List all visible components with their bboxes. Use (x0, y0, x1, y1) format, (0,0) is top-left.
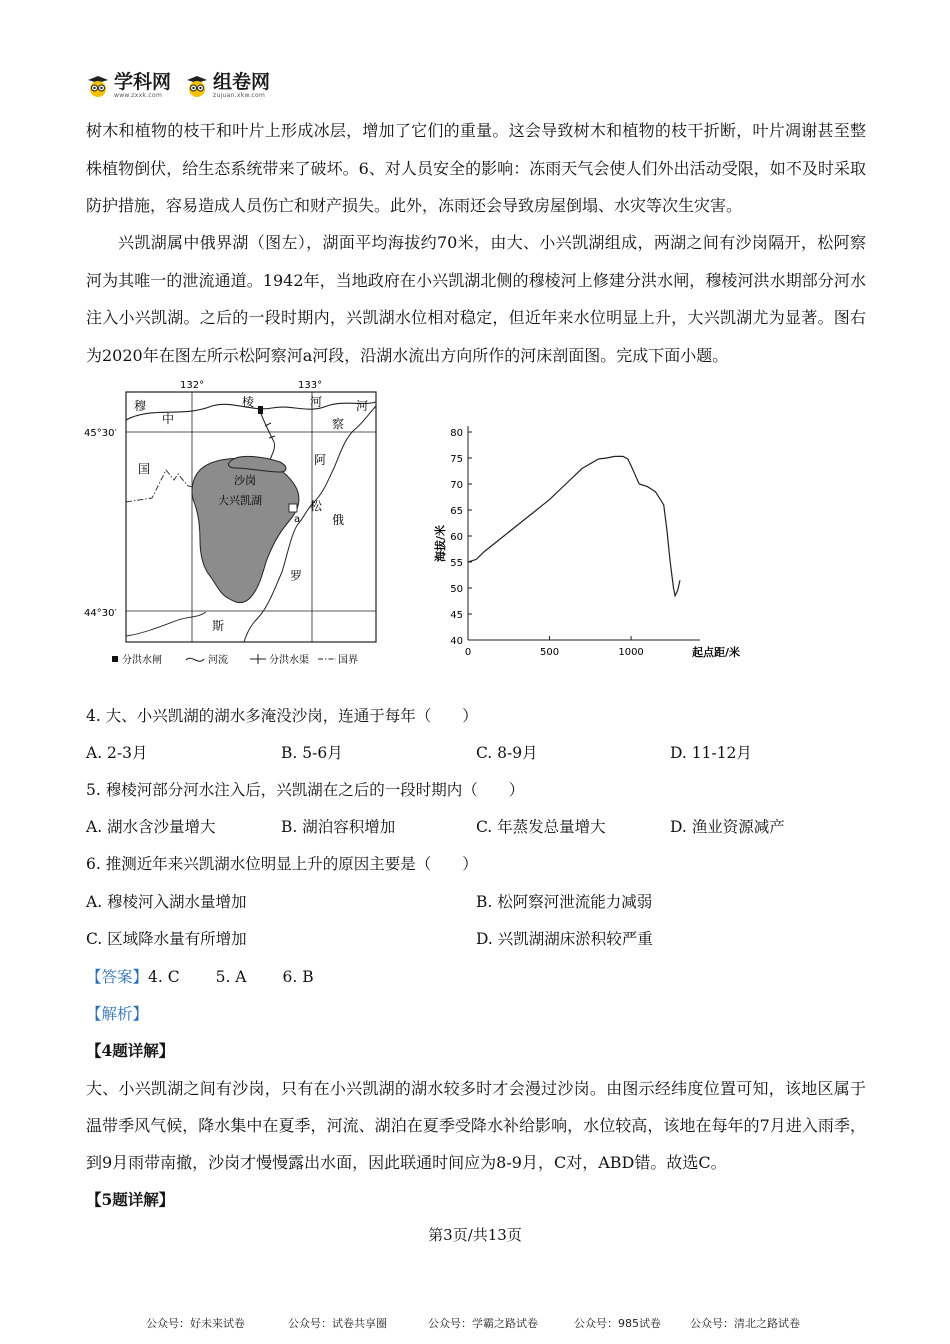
legend-label: 国界 (338, 655, 358, 666)
question-4-option-d[interactable]: D. 11-12月 (670, 744, 752, 762)
logo-url: zujuan.xkw.com (213, 92, 266, 99)
map-label: 棱 (242, 395, 255, 409)
answer-line (86, 965, 314, 987)
map-label-shagang: 沙岗 (234, 474, 256, 487)
map-label: 罗 (290, 569, 303, 583)
logo-brand: 学科网 (114, 71, 172, 93)
y-tick-label: 45 (450, 610, 463, 621)
footer-item: 公众号：试卷共享圈 (288, 1317, 387, 1330)
answer-tag: 【答案】 (86, 968, 149, 986)
y-tick-label: 75 (450, 454, 463, 465)
paragraph-text: 树木和植物的枝干和叶片上形成冰层，增加了它们的重量。这会导致树木和植物的枝干折断，叶片凋谢甚至整株植物倒伏，给生态系统带来了破坏。6、对人员安全的影响：冻雨天气会使人们外出活动受限，如不及时采取防护措施，容易造成人员伤亡和财产损失。此外，冻雨还会导致房屋倒塌、水灾等次生灾害。 (86, 121, 866, 215)
x-tick-label: 0 (464, 647, 472, 658)
question-4-option-a[interactable]: A. 2-3月 (86, 744, 148, 762)
question-5-option-c[interactable]: C. 年蒸发总量增大 (476, 818, 606, 836)
y-tick-label: 55 (450, 558, 463, 569)
chart-ylabel: 海拔/米 (434, 524, 447, 562)
question-6-option-b[interactable]: B. 松阿察河泄流能力减弱 (476, 893, 653, 911)
question-6-option-c[interactable]: C. 区域降水量有所增加 (86, 930, 247, 948)
question-5-stem: 5. 穆棱河部分河水注入后，兴凯湖在之后的一段时期内（ ） (86, 781, 525, 799)
map-label: 斯 (212, 619, 225, 633)
river-legend-icon (186, 658, 204, 661)
sluice-legend-icon (112, 656, 118, 662)
owl-mascot-icon (185, 74, 209, 98)
question-6-option-a[interactable]: A. 穆棱河入湖水量增加 (86, 893, 247, 911)
map-legend (112, 653, 358, 666)
answer-4: 4. C (148, 968, 180, 986)
map-label: 阿 (314, 453, 327, 467)
page-number: 第3页/共13页 (428, 1226, 522, 1244)
question-4-stem: 4. 大、小兴凯湖的湖水多淹没沙岗，连通于每年（ ） (86, 707, 478, 725)
footer-item: 公众号：学霸之路试卷 (428, 1317, 538, 1330)
q5-detail-heading: 【5题详解】 (86, 1190, 175, 1209)
question-4-option-c[interactable]: C. 8-9月 (476, 744, 538, 762)
question-5-option-a[interactable]: A. 湖水含沙量增大 (86, 818, 216, 836)
logo-zxxk[interactable] (86, 72, 171, 99)
logo-url: www.zxxk.com (114, 92, 163, 99)
paragraph-frozen-rain (86, 112, 866, 225)
map-label: 河 (356, 399, 369, 413)
profile-series-line (468, 456, 680, 595)
q4-detail-heading: 【4题详解】 (86, 1041, 175, 1060)
answer-5: 5. A (215, 968, 247, 986)
map-label: 察 (332, 417, 345, 431)
map-label: 中 (162, 412, 175, 426)
map-label: 俄 (332, 513, 345, 527)
answer-6: 6. B (282, 968, 314, 986)
y-tick-label: 70 (450, 480, 463, 491)
question-6-stem: 6. 推测近年来兴凯湖水位明显上升的原因主要是（ ） (86, 855, 478, 873)
map-lon-label: 133° (298, 380, 323, 391)
map-label: 松 (310, 499, 323, 513)
legend-label: 分洪水闸 (122, 655, 162, 666)
question-5-option-d[interactable]: D. 渔业资源减产 (670, 818, 785, 836)
flood-sluice-icon (258, 406, 263, 414)
y-tick-label: 60 (450, 532, 463, 543)
map-lat-label: 44°30′ (84, 608, 117, 619)
map-label-point-a: a (294, 514, 301, 525)
footer-item: 公众号：985试卷 (574, 1317, 661, 1330)
map-label: 河 (310, 395, 323, 409)
map-label: 穆 (134, 399, 147, 413)
map-label-lake: 大兴凯湖 (218, 494, 262, 507)
legend-label: 河流 (208, 655, 228, 666)
legend-label: 分洪水渠 (269, 655, 309, 666)
logo-brand: 组卷网 (213, 71, 271, 93)
y-tick-label: 50 (450, 584, 463, 595)
paragraph-text: 兴凯湖属中俄界湖（图左），湖面平均海拔约70米，由大、小兴凯湖组成，两湖之间有沙岗隔开，松阿察河为其唯一的泄流通道。1942年，当地政府在小兴凯湖北侧的穆棱河上修建分洪水闸，穆棱河洪水期部分河水注入小兴凯湖。之后的一段时期内，兴凯湖水位相对稳定，但近年来水位明显上升，大兴凯湖尤为显著。图右为2020年在图左所示松阿察河a河段，沿湖水流出方向所作的河床剖面图。完成下面小题。 (86, 233, 866, 365)
footer-item: 公众号：清北之路试卷 (690, 1317, 800, 1330)
map-lat-label: 45°30′ (84, 428, 117, 439)
question-5-option-b[interactable]: B. 湖泊容积增加 (281, 818, 396, 836)
y-tick-label: 65 (450, 506, 463, 517)
footer-item: 公众号：好未来试卷 (146, 1317, 245, 1330)
paragraph-xingkai-intro (86, 224, 866, 374)
logo-zujuan[interactable] (185, 72, 270, 99)
question-6-option-d[interactable]: D. 兴凯湖湖床淤积较严重 (476, 930, 653, 948)
riverbed-profile-chart (430, 418, 760, 668)
header-logos (86, 72, 270, 99)
question-4-option-b[interactable]: B. 5-6月 (281, 744, 343, 762)
chart-xlabel: 起点距/米 (692, 646, 741, 659)
paragraph-text: 大、小兴凯湖之间有沙岗，只有在小兴凯湖的湖水较多时才会漫过沙岗。由图示经纬度位置可知，该地区属于温带季风气候，降水集中在夏季，河流、湖泊在夏季受降水补给影响，水位较高，该地在每年的7月进入雨季，到9月雨带南撤，沙岗才慢慢露出水面，因此联通时间应为8-9月，C对，ABD错。故选C。 (86, 1079, 866, 1172)
map-label: 国 (138, 462, 151, 476)
x-tick-label: 500 (539, 647, 560, 658)
analysis-tag: 【解析】 (86, 1005, 149, 1023)
xingkai-lake-map (82, 376, 382, 676)
y-tick-label: 40 (450, 636, 463, 647)
x-tick-label: 1000 (618, 647, 644, 658)
q4-detail-text (86, 1070, 866, 1181)
owl-mascot-icon (86, 74, 110, 98)
map-lon-label: 132° (180, 380, 205, 391)
y-tick-label: 80 (450, 428, 463, 439)
